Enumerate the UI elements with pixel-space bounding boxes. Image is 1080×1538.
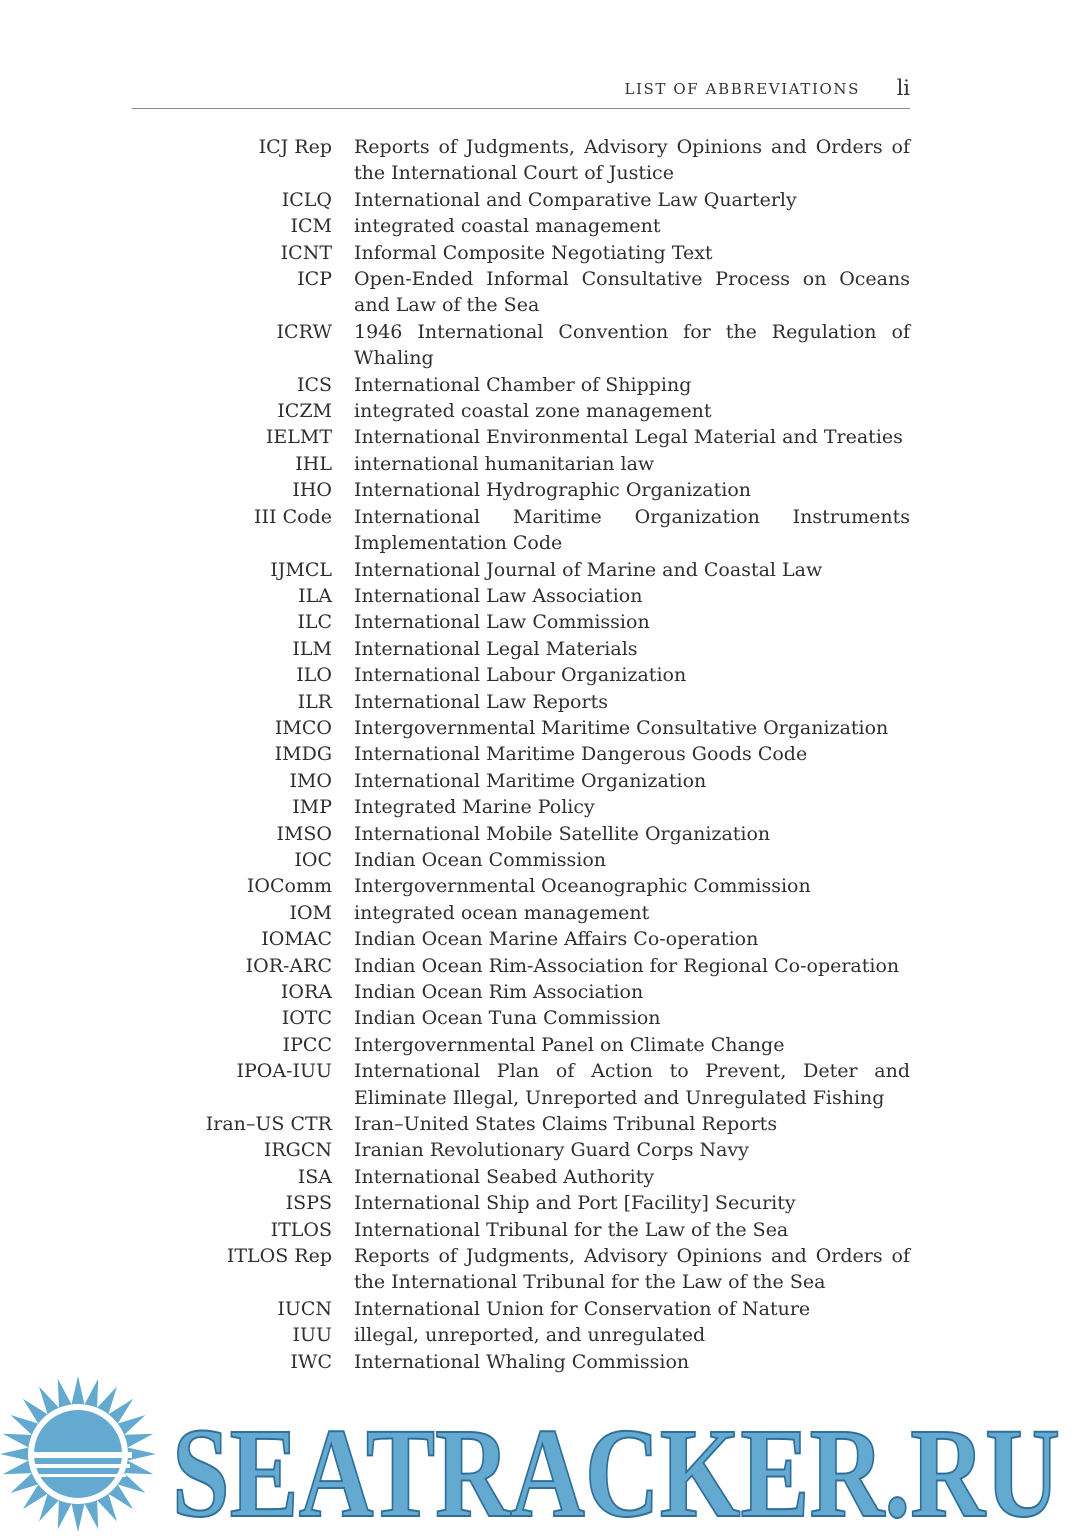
list-item xyxy=(0,240,1080,266)
abbreviation-definition: International Legal Materials xyxy=(354,637,638,660)
list-item xyxy=(0,1032,1080,1058)
sun-icon xyxy=(0,1376,156,1532)
abbreviation-definition: International Law Association xyxy=(354,584,643,607)
abbreviation: ITLOS xyxy=(270,1218,332,1241)
abbreviation-definition: Integrated Marine Policy xyxy=(354,796,595,819)
page-number: li xyxy=(896,76,910,100)
list-item xyxy=(0,187,1080,213)
abbreviation-definition: Indian Ocean Commission xyxy=(354,848,606,871)
abbreviation-definition: Intergovernmental Oceanographic Commission xyxy=(354,875,811,898)
abbreviation-definition: International Seabed Authority xyxy=(354,1165,655,1188)
abbreviation-definition: International Whaling Commission xyxy=(354,1350,690,1373)
list-item xyxy=(0,1322,1080,1348)
abbreviation-definition: Indian Ocean Rim-Association for Regional Co-operation xyxy=(354,954,900,977)
abbreviation: ICP xyxy=(297,268,332,291)
list-item xyxy=(0,873,1080,899)
list-item xyxy=(0,979,1080,1005)
abbreviation: ILO xyxy=(296,664,332,687)
running-title: LIST OF ABBREVIATIONS xyxy=(624,80,860,98)
abbreviation: ICLQ xyxy=(281,188,332,211)
abbreviation: IOC xyxy=(294,848,332,871)
abbreviation-definition: Reports of Judgments, Advisory Opinions and Orders of the International Court of Justice xyxy=(354,136,910,185)
abbreviation: IWC xyxy=(290,1350,332,1373)
abbreviation: ISA xyxy=(297,1165,332,1188)
list-item xyxy=(0,715,1080,741)
watermark xyxy=(0,1372,1080,1534)
abbreviation-definition: International Plan of Action to Prevent, Deter and Eliminate Illegal, Unreported and Unregulated Fishing xyxy=(354,1060,910,1109)
abbreviation-definition: International Maritime Organization xyxy=(354,769,707,792)
abbreviation: IELMT xyxy=(265,426,332,449)
watermark-text: SEATRACKER.RU xyxy=(172,1402,1060,1534)
abbreviation: IPOA-IUU xyxy=(236,1060,332,1083)
abbreviation-definition: Indian Ocean Rim Association xyxy=(354,981,644,1003)
abbreviation: IRGCN xyxy=(263,1139,332,1162)
list-item xyxy=(0,1164,1080,1190)
abbreviation: ILR xyxy=(297,690,332,713)
list-item xyxy=(0,1137,1080,1163)
abbreviation-definition: illegal, unreported, and unregulated xyxy=(354,1324,706,1347)
list-item xyxy=(0,636,1080,662)
abbreviation-definition: International Union for Conservation of Nature xyxy=(354,1297,811,1320)
list-item xyxy=(0,398,1080,424)
abbreviation-definition: Iran–United States Claims Tribunal Reports xyxy=(354,1113,778,1136)
abbreviation-definition: 1946 International Convention for the Regulation of Whaling xyxy=(354,320,910,370)
list-item xyxy=(0,1217,1080,1243)
running-head xyxy=(132,76,910,109)
list-item xyxy=(0,953,1080,979)
abbreviation: III Code xyxy=(254,505,332,528)
list-item xyxy=(0,477,1080,503)
abbreviation-definition: Informal Composite Negotiating Text xyxy=(354,241,713,264)
abbreviation: ILA xyxy=(298,584,332,607)
abbreviation: ICJ Rep xyxy=(258,136,332,158)
abbreviation: IMDG xyxy=(274,743,332,766)
list-item xyxy=(0,451,1080,477)
abbreviation: IOMAC xyxy=(261,928,332,951)
abbreviation: IMSO xyxy=(276,822,332,845)
abbreviation: ICRW xyxy=(276,320,332,343)
abbreviation: IPCC xyxy=(282,1033,332,1056)
abbreviation-definition: Indian Ocean Tuna Commission xyxy=(354,1007,661,1030)
abbreviation: ILC xyxy=(297,611,332,634)
list-item xyxy=(0,900,1080,926)
abbreviation: IOR-ARC xyxy=(245,954,332,977)
list-item xyxy=(0,319,1080,372)
list-item xyxy=(0,424,1080,450)
abbreviation: ICZM xyxy=(277,400,332,423)
abbreviation-definition: International Environmental Legal Material and Treaties xyxy=(354,426,903,449)
list-item xyxy=(0,372,1080,398)
abbreviation: ISPS xyxy=(285,1192,332,1215)
list-item xyxy=(0,1005,1080,1031)
list-item xyxy=(0,266,1080,319)
list-item xyxy=(0,926,1080,952)
list-item xyxy=(0,1058,1080,1111)
list-item xyxy=(0,583,1080,609)
list-item xyxy=(0,662,1080,688)
abbreviation: ILM xyxy=(292,637,332,660)
abbreviation: IJMCL xyxy=(270,558,332,581)
abbreviation: IMO xyxy=(289,769,332,792)
abbreviation-definition: Intergovernmental Maritime Consultative Organization xyxy=(354,716,889,739)
abbreviation: IHL xyxy=(295,452,332,475)
abbreviation: Iran–US CTR xyxy=(205,1113,332,1136)
abbreviation-definition: International Tribunal for the Law of the Sea xyxy=(354,1218,789,1241)
list-item xyxy=(0,689,1080,715)
abbreviation-definition: Open-Ended Informal Consultative Process on Oceans and Law of the Sea xyxy=(354,268,910,317)
abbreviation-definition: international humanitarian law xyxy=(354,452,655,475)
abbreviation-definition: International and Comparative Law Quarterly xyxy=(354,188,797,211)
abbreviation-definition: Indian Ocean Marine Affairs Co-operation xyxy=(354,928,759,951)
abbreviation-definition: International Maritime Organization Instruments Implementation Code xyxy=(354,505,910,555)
abbreviation-definition: integrated coastal management xyxy=(354,215,661,238)
abbreviation-definition: Reports of Judgments, Advisory Opinions and Orders of the International Tribunal for the Law of the Sea xyxy=(354,1245,910,1294)
abbreviation-definition: International Law Reports xyxy=(354,690,608,713)
list-item xyxy=(0,1111,1080,1137)
abbreviation: IMP xyxy=(292,796,332,819)
abbreviation-definition: Iranian Revolutionary Guard Corps Navy xyxy=(354,1139,749,1162)
watermark-graphic xyxy=(0,1372,1080,1534)
abbreviation: IHO xyxy=(292,479,332,502)
abbreviation: ICNT xyxy=(280,241,332,264)
list-item xyxy=(0,1296,1080,1322)
abbreviation-list xyxy=(0,134,1080,1375)
list-item xyxy=(0,1243,1080,1296)
abbreviation-definition: International Labour Organization xyxy=(354,664,687,687)
list-item xyxy=(0,1190,1080,1216)
abbreviation-definition: integrated coastal zone management xyxy=(354,400,712,423)
list-item xyxy=(0,134,1080,187)
list-item xyxy=(0,609,1080,635)
abbreviation-definition: International Journal of Marine and Coastal Law xyxy=(354,558,823,581)
abbreviation-definition: International Ship and Port [Facility] Security xyxy=(354,1192,796,1215)
abbreviation: IMCO xyxy=(274,716,332,739)
abbreviation-definition: International Mobile Satellite Organization xyxy=(354,822,771,845)
abbreviation: IUCN xyxy=(277,1297,332,1320)
list-item xyxy=(0,741,1080,767)
abbreviation: IORA xyxy=(280,981,332,1003)
abbreviation-definition: International Maritime Dangerous Goods Code xyxy=(354,743,808,766)
abbreviation: IOTC xyxy=(281,1007,332,1030)
list-item xyxy=(0,794,1080,820)
abbreviation-definition: International Hydrographic Organization xyxy=(354,479,752,502)
abbreviation: IOM xyxy=(289,901,332,924)
list-item xyxy=(0,504,1080,557)
list-item xyxy=(0,768,1080,794)
list-item xyxy=(0,557,1080,583)
list-item xyxy=(0,847,1080,873)
abbreviation-definition: International Chamber of Shipping xyxy=(354,373,692,396)
abbreviation-definition: integrated ocean management xyxy=(354,901,650,924)
abbreviation-definition: Intergovernmental Panel on Climate Change xyxy=(354,1033,785,1056)
list-item xyxy=(0,213,1080,239)
abbreviation-definition: International Law Commission xyxy=(354,611,650,634)
abbreviation: IUU xyxy=(292,1324,332,1347)
abbreviation: IOComm xyxy=(246,875,332,898)
list-item xyxy=(0,821,1080,847)
abbreviation: ICS xyxy=(296,373,332,396)
abbreviation: ITLOS Rep xyxy=(226,1245,332,1268)
abbreviation: ICM xyxy=(290,215,332,238)
